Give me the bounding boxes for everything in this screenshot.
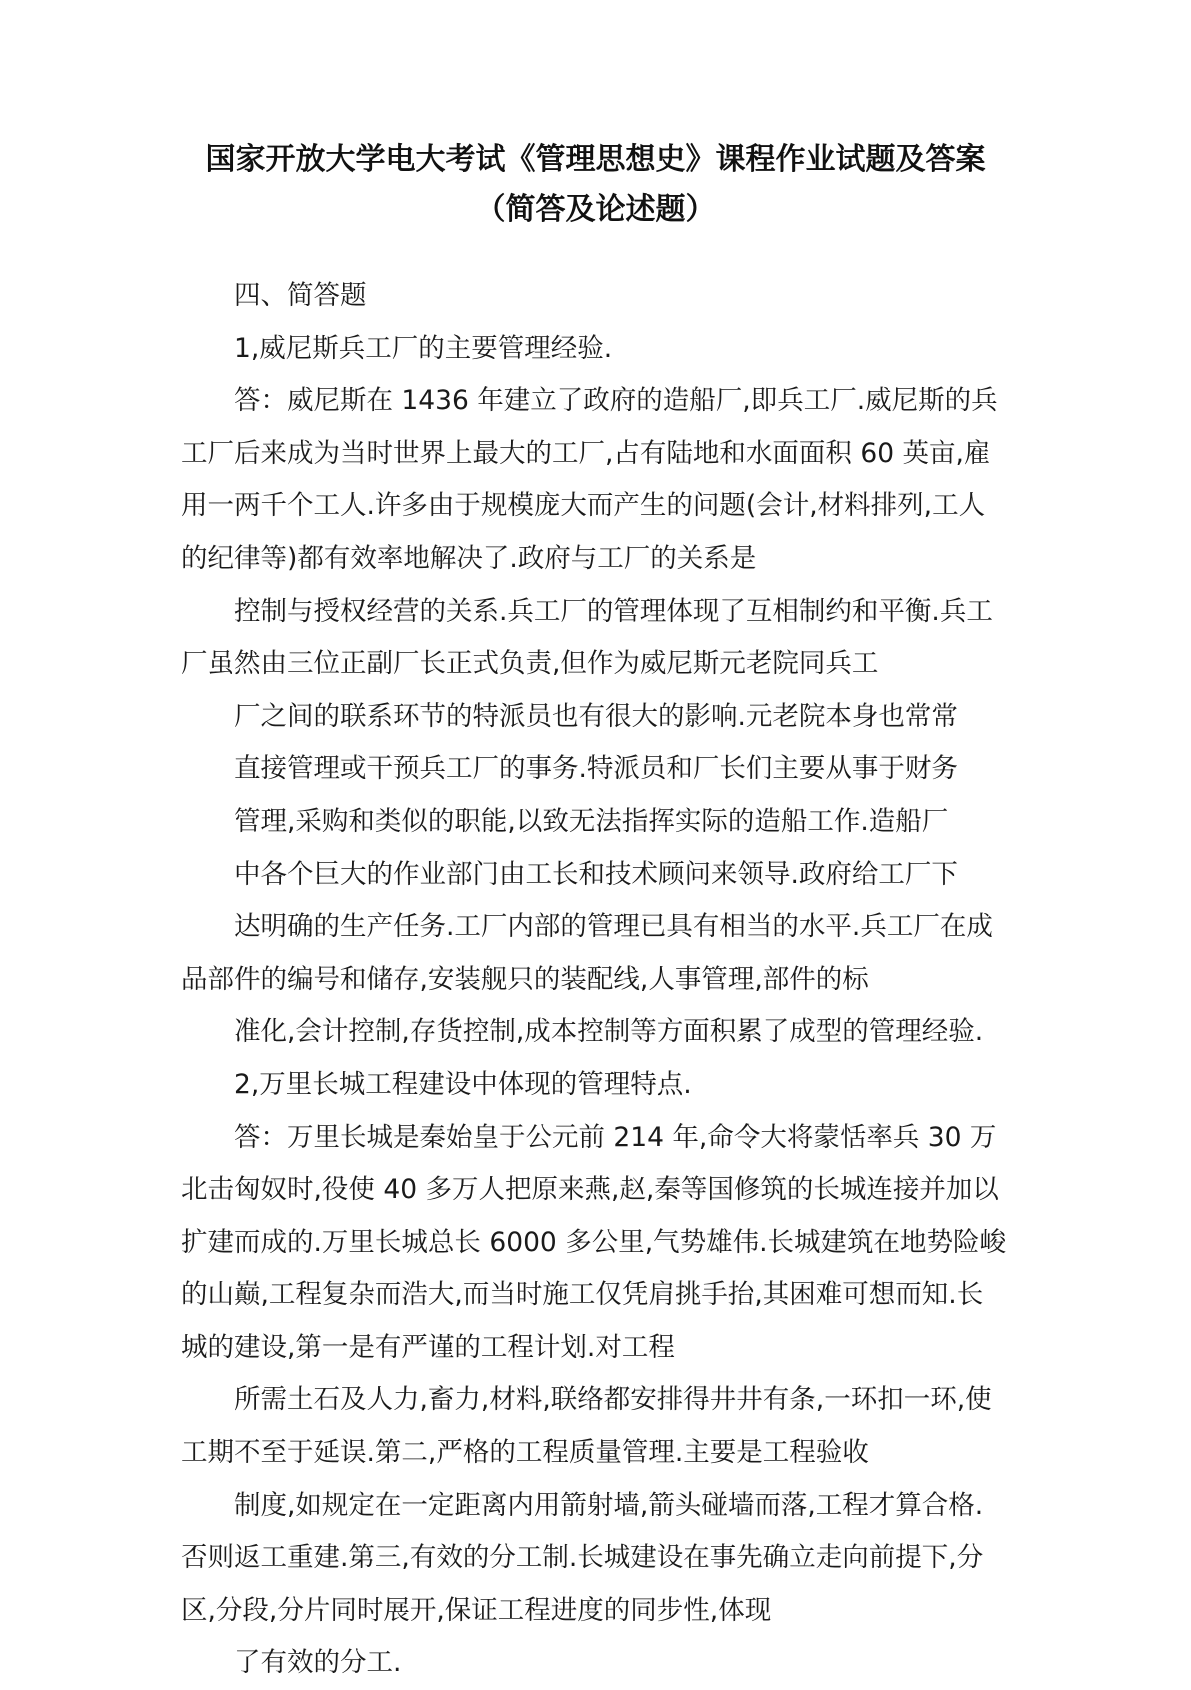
- text-line: 的山巅,工程复杂而浩大,而当时施工仅凭肩挑手抬,其困难可想而知.长: [181, 1279, 984, 1311]
- text-line: 制度,如规定在一定距离内用箭射墙,箭头碰墙而落,工程才算合格.: [234, 1489, 984, 1521]
- text-line: 四、简答题: [234, 280, 367, 311]
- text-line: 区,分段,分片同时展开,保证工程进度的同步性,体现: [181, 1594, 772, 1626]
- text-line: 控制与授权经营的关系.兵工厂的管理体现了互相制约和平衡.兵工: [234, 595, 993, 627]
- text-line: 2,万里长城工程建设中体现的管理特点.: [234, 1068, 692, 1100]
- text-line: 城的建设,第一是有严谨的工程计划.对工程: [181, 1331, 675, 1363]
- text-line: 工厂后来成为当时世界上最大的工厂,占有陆地和水面面积 60 英亩,雇: [181, 437, 991, 469]
- text-line: 品部件的编号和储存,安装舰只的装配线,人事管理,部件的标: [181, 963, 869, 995]
- text-line: 管理,采购和类似的职能,以致无法指挥实际的造船工作.造船厂: [234, 805, 949, 837]
- text-line: 答：威尼斯在 1436 年建立了政府的造船厂,即兵工厂.威尼斯的兵: [234, 385, 998, 417]
- text-line: 工期不至于延误.第二,严格的工程质量管理.主要是工程验收: [181, 1437, 869, 1469]
- text-line: 用一两千个工人.许多由于规模庞大而产生的问题(会计,材料排列,工人: [181, 490, 986, 522]
- text-line: 了有效的分工.: [234, 1647, 402, 1679]
- text-line: 准化,会计控制,存货控制,成本控制等方面积累了成型的管理经验.: [234, 1016, 984, 1048]
- text-line: 扩建而成的.万里长城总长 6000 多公里,气势雄伟.长城建筑在地势险峻: [181, 1226, 1007, 1258]
- text-line: 北击匈奴时,役使 40 多万人把原来燕,赵,秦等国修筑的长城连接并加以: [181, 1174, 999, 1206]
- text-line: 厂虽然由三位正副厂长正式负责,但作为威尼斯元老院同兵工: [181, 648, 879, 680]
- document-subtitle: （简答及论述题）: [475, 192, 716, 227]
- text-line: 否则返工重建.第三,有效的分工制.长城建设在事先确立走向前提下,分: [181, 1542, 984, 1574]
- document-title: 国家开放大学电大考试《管理思想史》课程作业试题及答案: [205, 142, 986, 177]
- text-line: 直接管理或干预兵工厂的事务.特派员和厂长们主要从事于财务: [234, 753, 958, 785]
- text-line: 中各个巨大的作业部门由工长和技术顾问来领导.政府给工厂下: [234, 858, 958, 890]
- document-body: [181, 270, 1016, 1690]
- text-line: 的纪律等)都有效率地解决了.政府与工厂的关系是: [181, 542, 757, 574]
- text-line: 答：万里长城是秦始皇于公元前 214 年,命令大将蒙恬率兵 30 万: [234, 1121, 997, 1153]
- text-line: 1,威尼斯兵工厂的主要管理经验.: [234, 332, 613, 364]
- text-line: 达明确的生产任务.工厂内部的管理已具有相当的水平.兵工厂在成: [234, 911, 993, 943]
- text-line: 厂之间的联系环节的特派员也有很大的影响.元老院本身也常常: [234, 700, 958, 732]
- text-line: 所需土石及人力,畜力,材料,联络都安排得井井有条,一环扣一环,使: [234, 1384, 992, 1416]
